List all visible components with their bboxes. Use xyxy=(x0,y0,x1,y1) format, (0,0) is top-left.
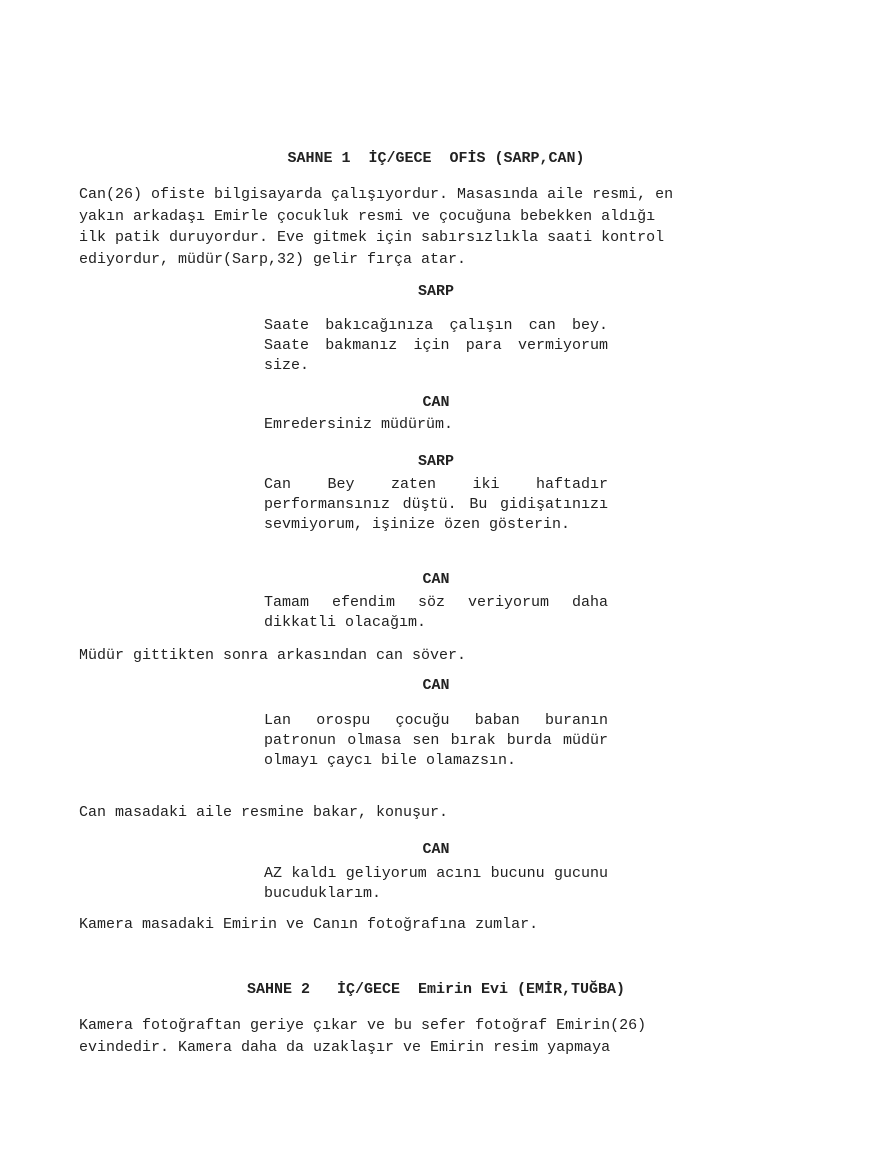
character-name: SARP xyxy=(417,283,454,300)
action-text: Can masadaki aile resmine bakar, konuşur. xyxy=(79,804,449,821)
action-text: Kamera masadaki Emirin ve Canın fotoğrafına zumlar. xyxy=(79,916,539,933)
dialogue: Saate bakıcağınıza çalışın can bey. Saate bakmanız için para vermiyorum size. xyxy=(264,317,608,374)
action-text: Müdür gittikten sonra arkasından can söver. xyxy=(79,647,467,664)
dialogue: Can Bey zaten iki haftadır performansınız düştü. Bu gidişatınızı sevmiyorum, işinize özen gösterin. xyxy=(264,476,608,533)
character-name: CAN xyxy=(422,677,450,694)
dialogue: AZ kaldı geliyorum acını bucunu gucunu bucuduklarım. xyxy=(264,865,608,902)
dialogue: Emredersiniz müdürüm. xyxy=(264,416,454,433)
scene-heading: SAHNE 2 İÇ/GECE Emirin Evi (EMİR,TUĞBA) xyxy=(246,981,626,998)
character-name: CAN xyxy=(422,394,450,411)
action-text: Kamera fotoğraftan geriye çıkar ve bu sefer fotoğraf Emirin(26) evindedir. Kamera daha da uzaklaşır ve Emirin resim yapmaya xyxy=(79,1017,647,1056)
dialogue: Lan orospu çocuğu baban buranın patronun olmasa sen bırak burda müdür olmayı çaycı bile olamazsın. xyxy=(264,712,608,769)
character-name: SARP xyxy=(417,453,454,470)
scene-heading: SAHNE 1 İÇ/GECE OFİS (SARP,CAN) xyxy=(287,150,585,167)
action-text: Can(26) ofiste bilgisayarda çalışıyordur. Masasında aile resmi, en yakın arkadaşı Emirle çocukluk resmi ve çocuğuna bebekken aldığı ilk patik duruyordur. Eve gitmek için sabırsızlıkla saati kontrol ediyordur, müdür(Sarp,32) gelir fırça atar. xyxy=(79,186,674,268)
dialogue: Tamam efendim söz veriyorum daha dikkatli olacağım. xyxy=(264,594,608,631)
character-name: CAN xyxy=(422,571,450,588)
character-name: CAN xyxy=(422,841,450,858)
